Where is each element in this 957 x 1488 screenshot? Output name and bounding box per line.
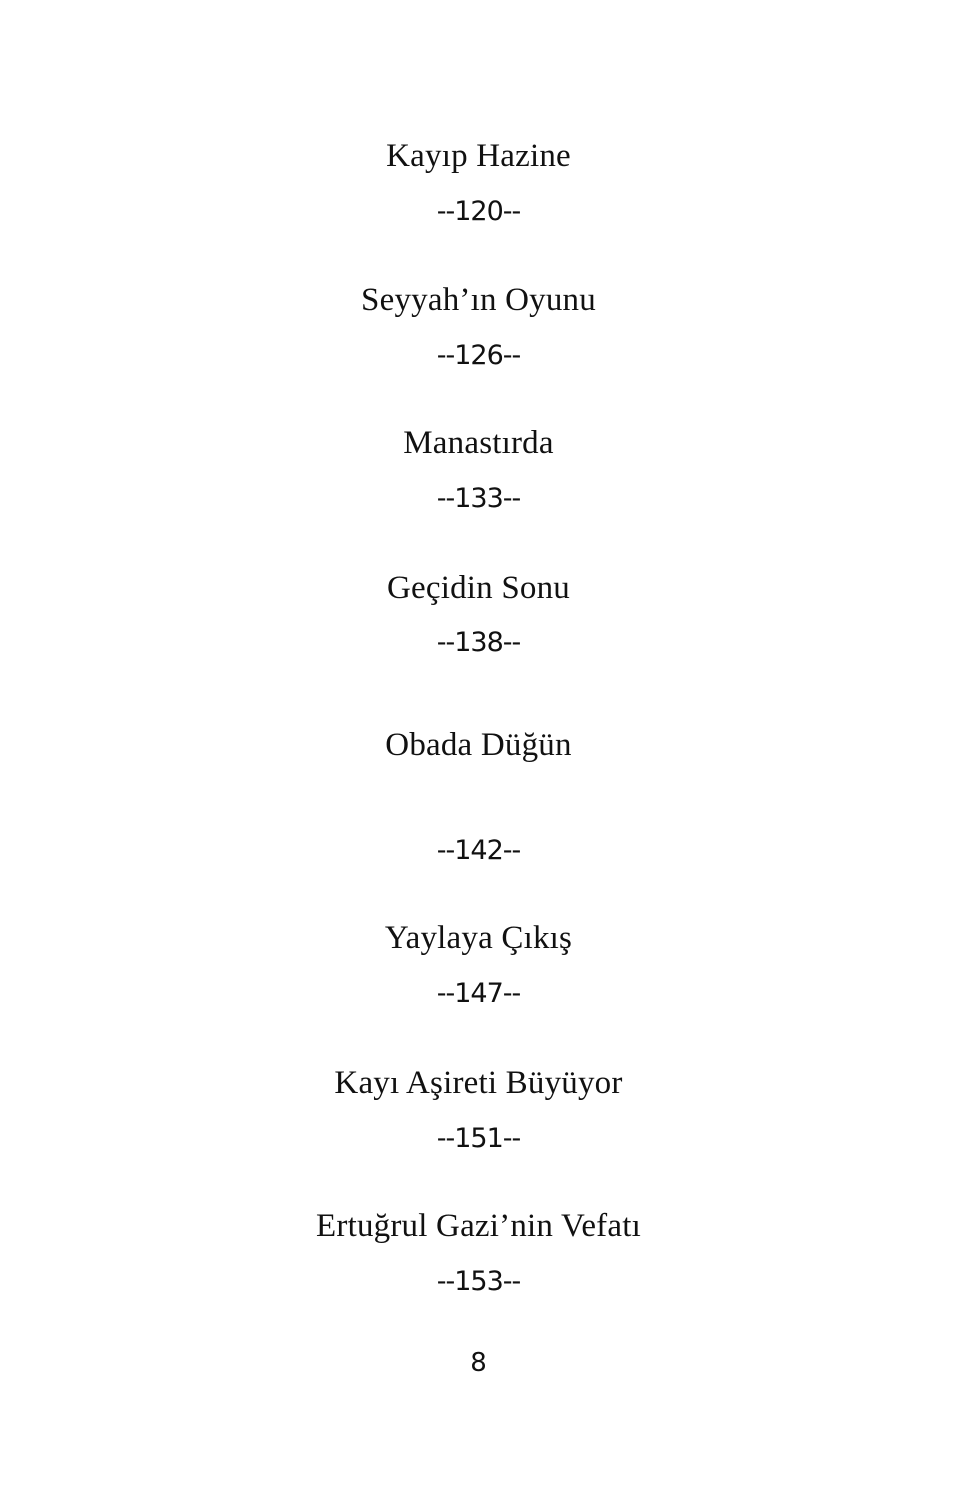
toc-entry-title: Kayıp Hazine: [386, 138, 571, 174]
toc-entry-title: Yaylaya Çıkış: [384, 920, 573, 956]
toc-entry-page: --120--: [436, 196, 521, 227]
page-number: 8: [470, 1348, 487, 1378]
toc-entry-title: Seyyah’ın Oyunu: [361, 282, 596, 318]
toc-entry-page: --133--: [436, 483, 521, 514]
toc-entry-title: Ertuğrul Gazi’nin Vefatı: [316, 1208, 641, 1244]
toc-entry-title: Manastırda: [403, 425, 554, 461]
toc-entry-page: --151--: [436, 1123, 521, 1154]
toc-entry-page: --142--: [436, 835, 521, 866]
toc-entry-title: Obada Düğün: [385, 727, 572, 763]
toc-entry-page: --147--: [436, 978, 521, 1009]
toc-entry-page: --153--: [436, 1266, 521, 1297]
toc-entry-page: --126--: [436, 340, 521, 371]
toc-entry-title: Kayı Aşireti Büyüyor: [334, 1065, 623, 1101]
toc-entry-page: --138--: [436, 627, 521, 658]
toc-entry-title: Geçidin Sonu: [387, 570, 570, 606]
